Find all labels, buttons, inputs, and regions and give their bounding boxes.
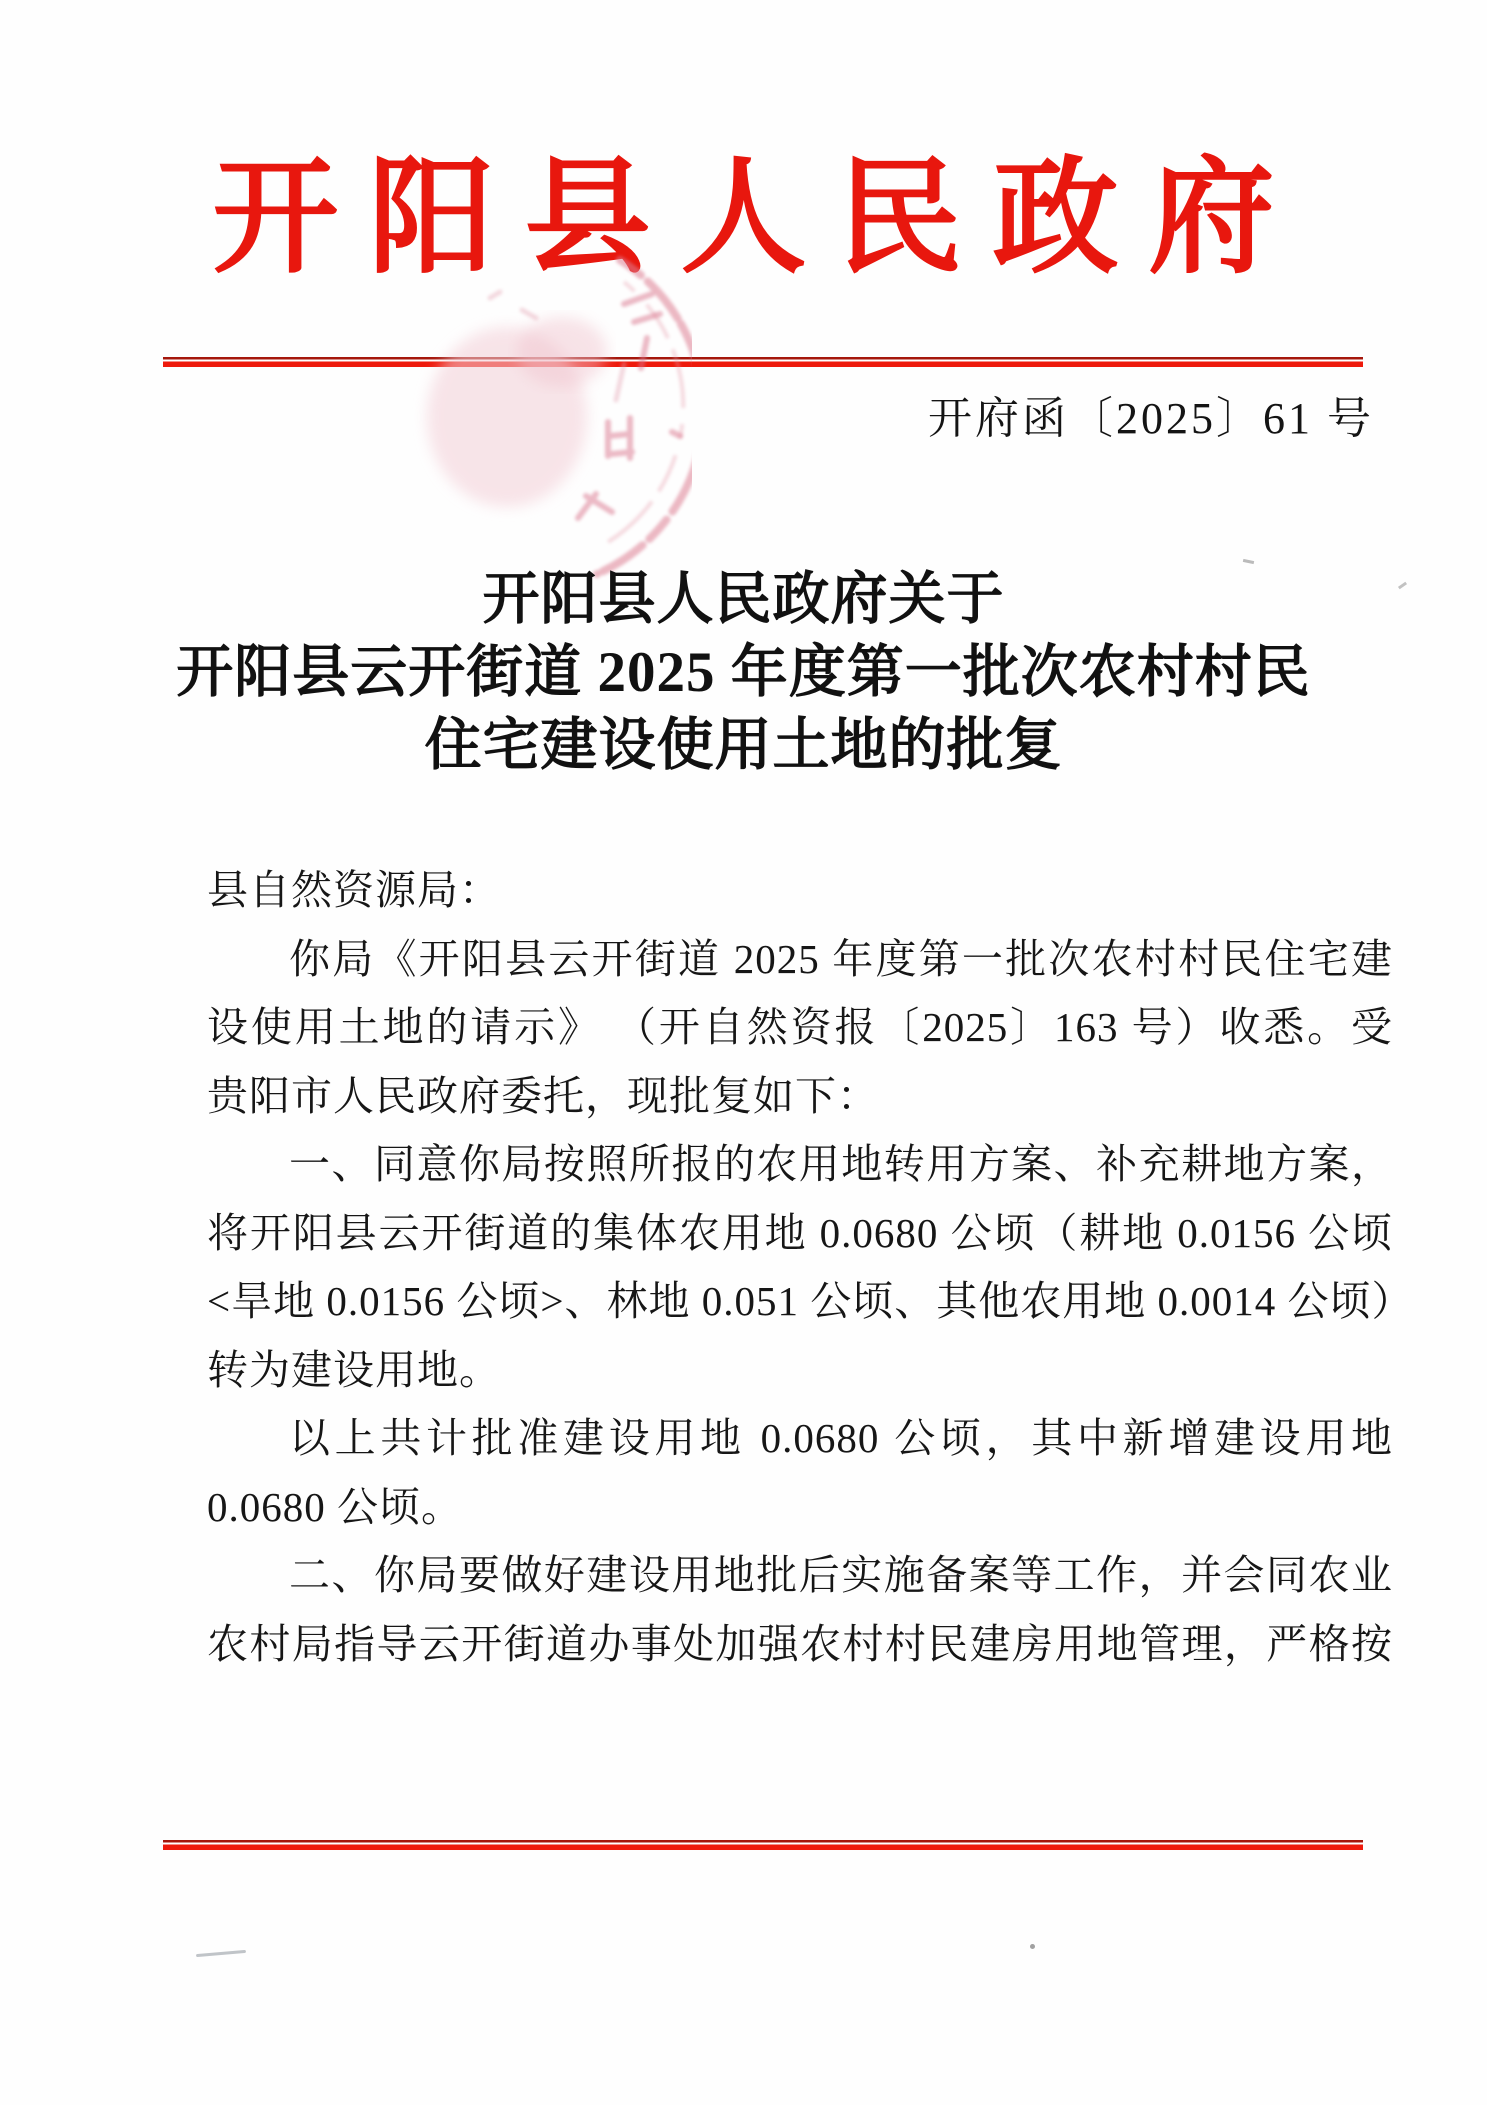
scan-speck [1030, 1944, 1035, 1949]
body-line: 农村局指导云开街道办事处加强农村村民建房用地管理，严格按 [207, 1620, 1393, 1667]
pencil-mark [196, 1950, 246, 1957]
body-line: 转为建设用地。 [207, 1346, 501, 1393]
body-line: 二、你局要做好建设用地批后实施备案等工作，并会同农业 [289, 1552, 1393, 1598]
body-line: 贵阳市人民政府委托，现批复如下： [207, 1072, 879, 1119]
document-body [207, 856, 1414, 1678]
document-title-line-1: 开阳县人民政府关于 [482, 568, 1005, 631]
footer-divider-rule [163, 1840, 1363, 1850]
body-line: 你局《开阳县云开街道 2025 年度第一批次农村村民住宅建 [289, 935, 1393, 982]
body-line: <旱地 0.0156 公顷>、林地 0.051 公顷、其他农用地 0.0014 公顷） [207, 1278, 1414, 1324]
document-title-line-2: 开阳县云开街道 2025 年度第一批次农村村民 [176, 641, 1311, 704]
body-line: 0.0680 公顷。 [207, 1483, 463, 1530]
document-reference-number: 开府函〔2025〕61 号 [928, 394, 1374, 443]
body-line: 将开阳县云开街道的集体农用地 0.0680 公顷（耕地 0.0156 公顷 [207, 1209, 1393, 1256]
document-title-line-3: 住宅建设使用土地的批复 [424, 714, 1063, 777]
body-line: 以上共计批准建设用地 0.0680 公顷，其中新增建设用地 [289, 1415, 1393, 1461]
body-line: 设使用土地的请示》 （开自然资报〔2025〕163 号）收悉。受 [207, 1004, 1393, 1050]
body-line: 一、同意你局按照所报的农用地转用方案、补充耕地方案， [289, 1141, 1393, 1187]
salutation: 县自然资源局： [207, 867, 501, 913]
official-seal-stamp-icon [372, 242, 692, 582]
letterhead-divider-rule [163, 357, 1363, 367]
issuing-authority-letterhead: 开阳县人民政府 [212, 150, 1305, 289]
document-title [0, 563, 1487, 782]
